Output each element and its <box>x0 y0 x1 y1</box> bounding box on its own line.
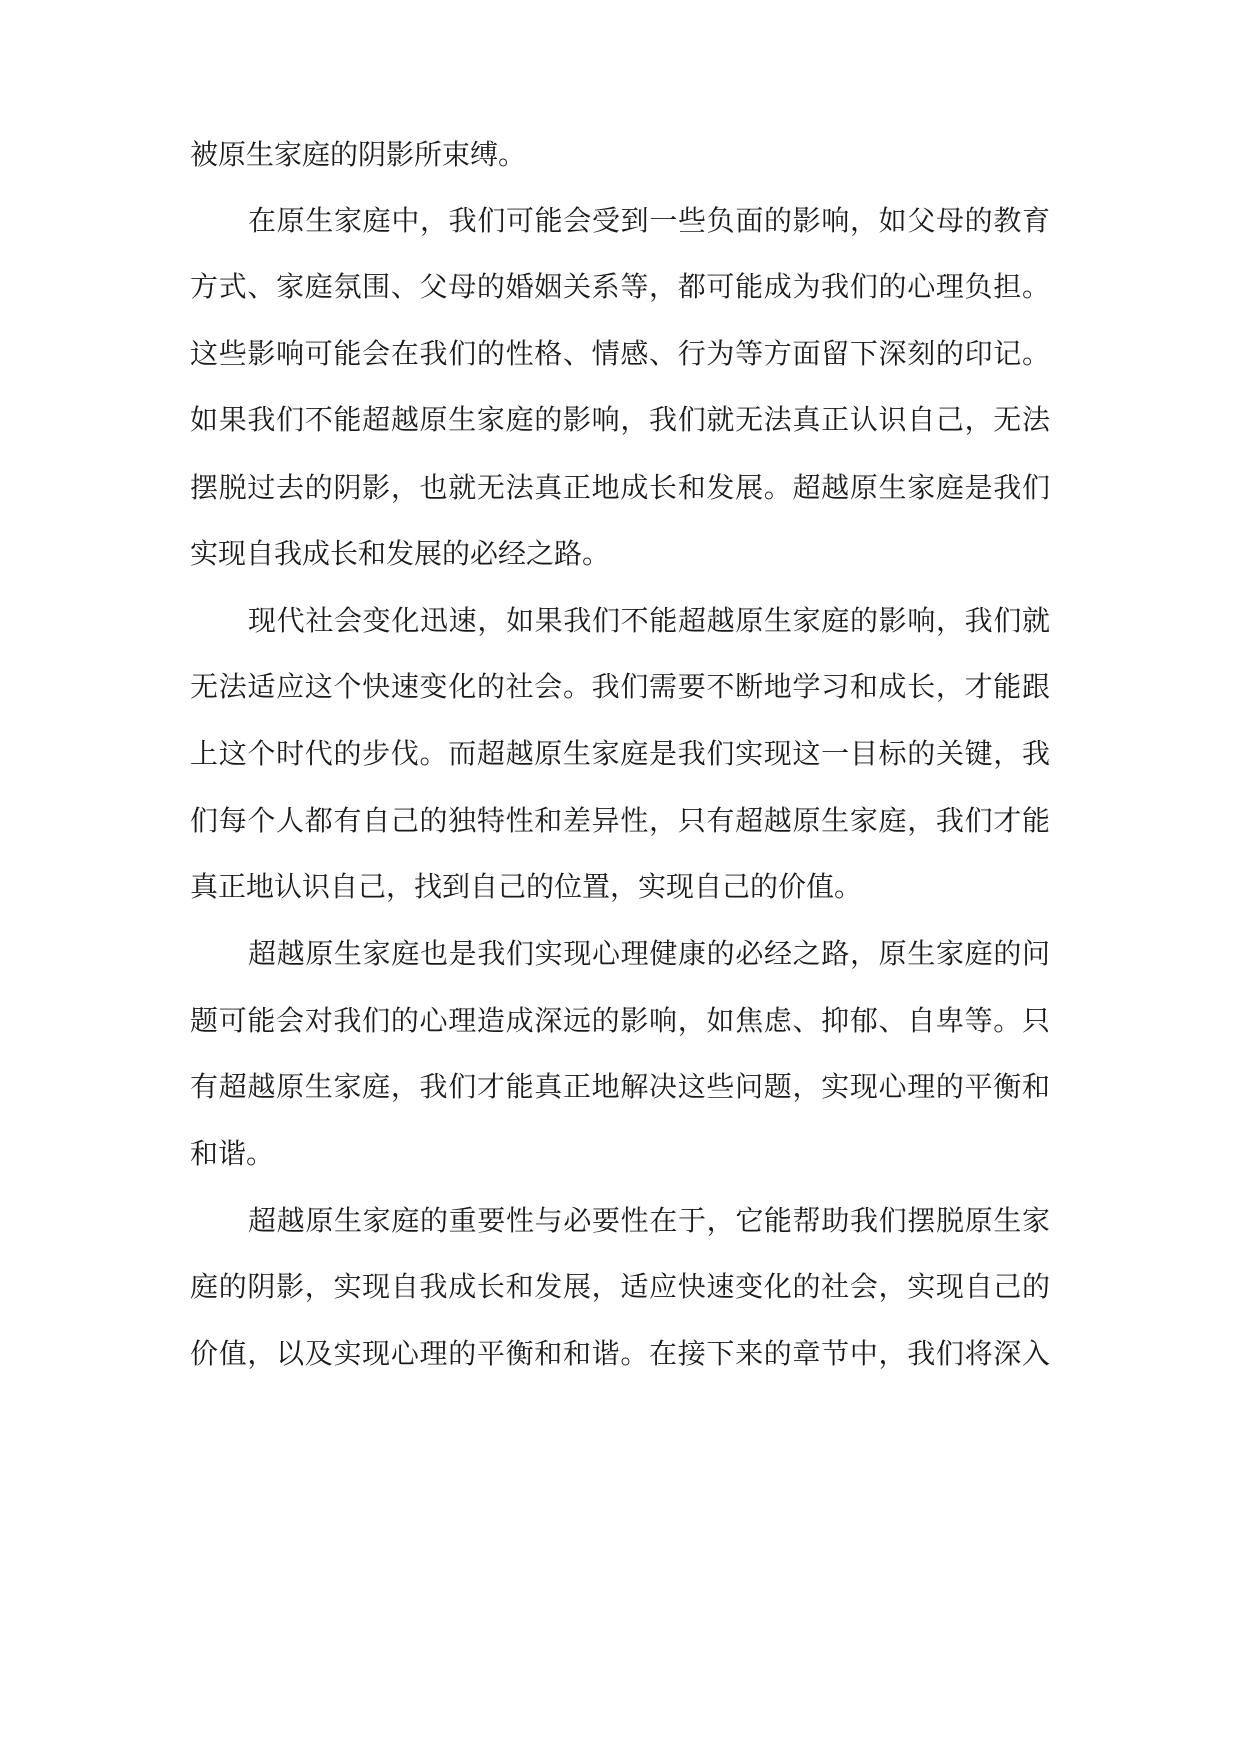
line-text: 庭的阴影，实现自我成长和发展，适应快速变化的社会，实现自己的 <box>190 1270 1050 1303</box>
line-text: 真正地认识自己，找到自己的位置，实现自己的价值。 <box>190 870 863 903</box>
line-text: 们每个人都有自己的独特性和差异性，只有超越原生家庭，我们才能 <box>190 804 1050 837</box>
text-line <box>0 468 1241 508</box>
line-text: 如果我们不能超越原生家庭的影响，我们就无法真正认识自己，无法 <box>190 403 1050 436</box>
text-line <box>0 667 1241 707</box>
text-line <box>0 1134 1241 1174</box>
line-text: 价值，以及实现心理的平衡和和谐。在接下来的章节中，我们将深入 <box>190 1337 1050 1370</box>
text-line <box>0 1267 1241 1307</box>
text-line <box>0 1001 1241 1041</box>
text-line <box>0 934 1241 974</box>
line-text: 方式、家庭氛围、父母的婚姻关系等，都可能成为我们的心理负担。 <box>190 270 1050 303</box>
text-line <box>0 334 1241 374</box>
text-line <box>0 267 1241 307</box>
text-line <box>0 1067 1241 1107</box>
line-text: 摆脱过去的阴影，也就无法真正地成长和发展。超越原生家庭是我们 <box>190 471 1050 504</box>
text-line <box>0 400 1241 440</box>
line-text: 被原生家庭的阴影所束缚。 <box>190 138 527 171</box>
text-line <box>0 135 1241 175</box>
line-text: 有超越原生家庭，我们才能真正地解决这些问题，实现心理的平衡和 <box>190 1070 1050 1103</box>
text-line <box>0 601 1241 641</box>
line-text: 无法适应这个快速变化的社会。我们需要不断地学习和成长，才能跟 <box>190 670 1050 703</box>
line-text: 现代社会变化迅速，如果我们不能超越原生家庭的影响，我们就 <box>248 604 1050 637</box>
text-line <box>0 867 1241 907</box>
line-text: 在原生家庭中，我们可能会受到一些负面的影响，如父母的教育 <box>248 204 1050 237</box>
line-text: 超越原生家庭的重要性与必要性在于，它能帮助我们摆脱原生家 <box>248 1204 1050 1237</box>
text-line <box>0 1201 1241 1241</box>
line-text: 题可能会对我们的心理造成深远的影响，如焦虑、抑郁、自卑等。只 <box>190 1004 1050 1037</box>
line-text: 上这个时代的步伐。而超越原生家庭是我们实现这一目标的关键，我 <box>190 737 1050 770</box>
text-line <box>0 201 1241 241</box>
line-text: 超越原生家庭也是我们实现心理健康的必经之路，原生家庭的问 <box>248 937 1050 970</box>
text-line <box>0 534 1241 574</box>
text-line <box>0 734 1241 774</box>
line-text: 这些影响可能会在我们的性格、情感、行为等方面留下深刻的印记。 <box>190 337 1050 370</box>
line-text: 和谐。 <box>190 1137 275 1170</box>
text-line <box>0 801 1241 841</box>
text-line <box>0 1334 1241 1374</box>
line-text: 实现自我成长和发展的必经之路。 <box>190 537 611 570</box>
